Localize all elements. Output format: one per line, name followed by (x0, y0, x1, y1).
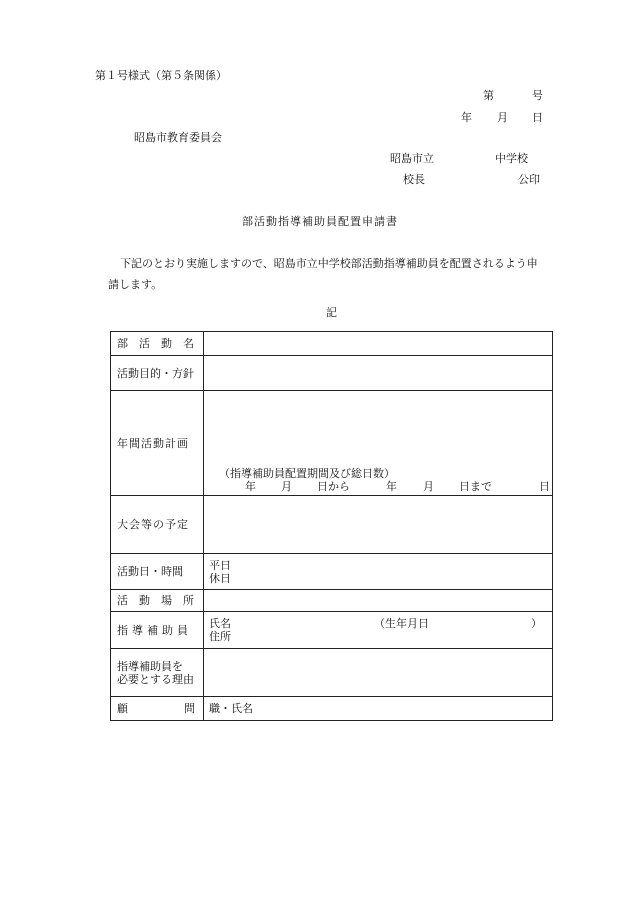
date-month: 月 (497, 111, 508, 124)
place-value[interactable] (204, 590, 553, 612)
form-number: 第１号様式（第５条関係） (95, 69, 227, 82)
purpose-label: 活動目的・方針 (111, 356, 204, 391)
reason-label (111, 649, 204, 697)
place-label: 活 動 場 所 (111, 590, 204, 612)
intro-line-2: 請します。 (108, 278, 163, 291)
plan-from: 日から (317, 480, 350, 493)
club-name-label: 部 活 動 名 (111, 332, 204, 356)
assistant-label: 指導補助員 (111, 612, 204, 649)
plan-days: 日 (539, 480, 550, 493)
annual-plan-label: 年間活動計画 (111, 391, 204, 496)
table-row-place (111, 590, 553, 612)
table-row-club-name (111, 332, 553, 356)
table-row-advisor (111, 697, 553, 721)
birth-date-close: ） (531, 617, 542, 630)
sender-city: 昭島市立 (390, 152, 434, 165)
advisor-value[interactable]: 職・氏名 (204, 697, 553, 721)
plan-year-2: 年 (386, 480, 397, 493)
table-row-annual-plan (111, 391, 553, 496)
tournament-label: 大会等の予定 (111, 496, 204, 554)
schedule-label: 活動日・時間 (111, 554, 204, 590)
page-title: 部活動指導補助員配置申請書 (242, 215, 398, 228)
birth-date-label: （生年月日 (374, 617, 429, 630)
doc-no-prefix: 第 (483, 89, 494, 102)
table-row-tournament (111, 496, 553, 554)
reason-value[interactable] (204, 649, 553, 697)
addressee: 昭島市教育委員会 (134, 131, 222, 144)
plan-until: 日まで (459, 480, 492, 493)
assistant-value[interactable] (204, 612, 553, 649)
annual-plan-value[interactable] (204, 391, 553, 496)
table-row-schedule (111, 554, 553, 590)
weekday-label: 平日 (209, 558, 231, 572)
club-name-value[interactable] (204, 332, 553, 356)
table-row-purpose (111, 356, 553, 391)
advisor-label (111, 697, 204, 721)
ki-heading: 記 (326, 306, 337, 319)
table-row-assistant (111, 612, 553, 649)
table-row-reason (111, 649, 553, 697)
plan-year-1: 年 (245, 480, 256, 493)
doc-no-suffix: 号 (532, 89, 543, 102)
sender-school: 中学校 (495, 152, 528, 165)
purpose-value[interactable] (204, 356, 553, 391)
plan-month-2: 月 (423, 480, 434, 493)
plan-period-note: （指導補助員配置期間及び総日数） (219, 467, 395, 480)
sender-seal: 公印 (518, 173, 540, 186)
sender-title: 校長 (403, 173, 425, 186)
schedule-value[interactable] (204, 554, 553, 590)
application-form-table (110, 331, 553, 721)
advisor-label-second: 問 (184, 702, 195, 715)
assistant-address-label: 住所 (209, 630, 231, 643)
plan-month-1: 月 (281, 480, 292, 493)
date-day: 日 (532, 111, 543, 124)
advisor-label-first: 顧 (117, 702, 128, 715)
assistant-name-label: 氏名 (209, 617, 231, 630)
date-year: 年 (461, 111, 472, 124)
holiday-label: 休日 (209, 571, 231, 585)
intro-line-1: 下記のとおり実施しますので、昭島市立中学校部活動指導補助員を配置されるよう申 (120, 257, 538, 270)
reason-label-line-1: 指導補助員を (117, 659, 183, 673)
tournament-value[interactable] (204, 496, 553, 554)
reason-label-line-2: 必要とする理由 (117, 672, 194, 686)
